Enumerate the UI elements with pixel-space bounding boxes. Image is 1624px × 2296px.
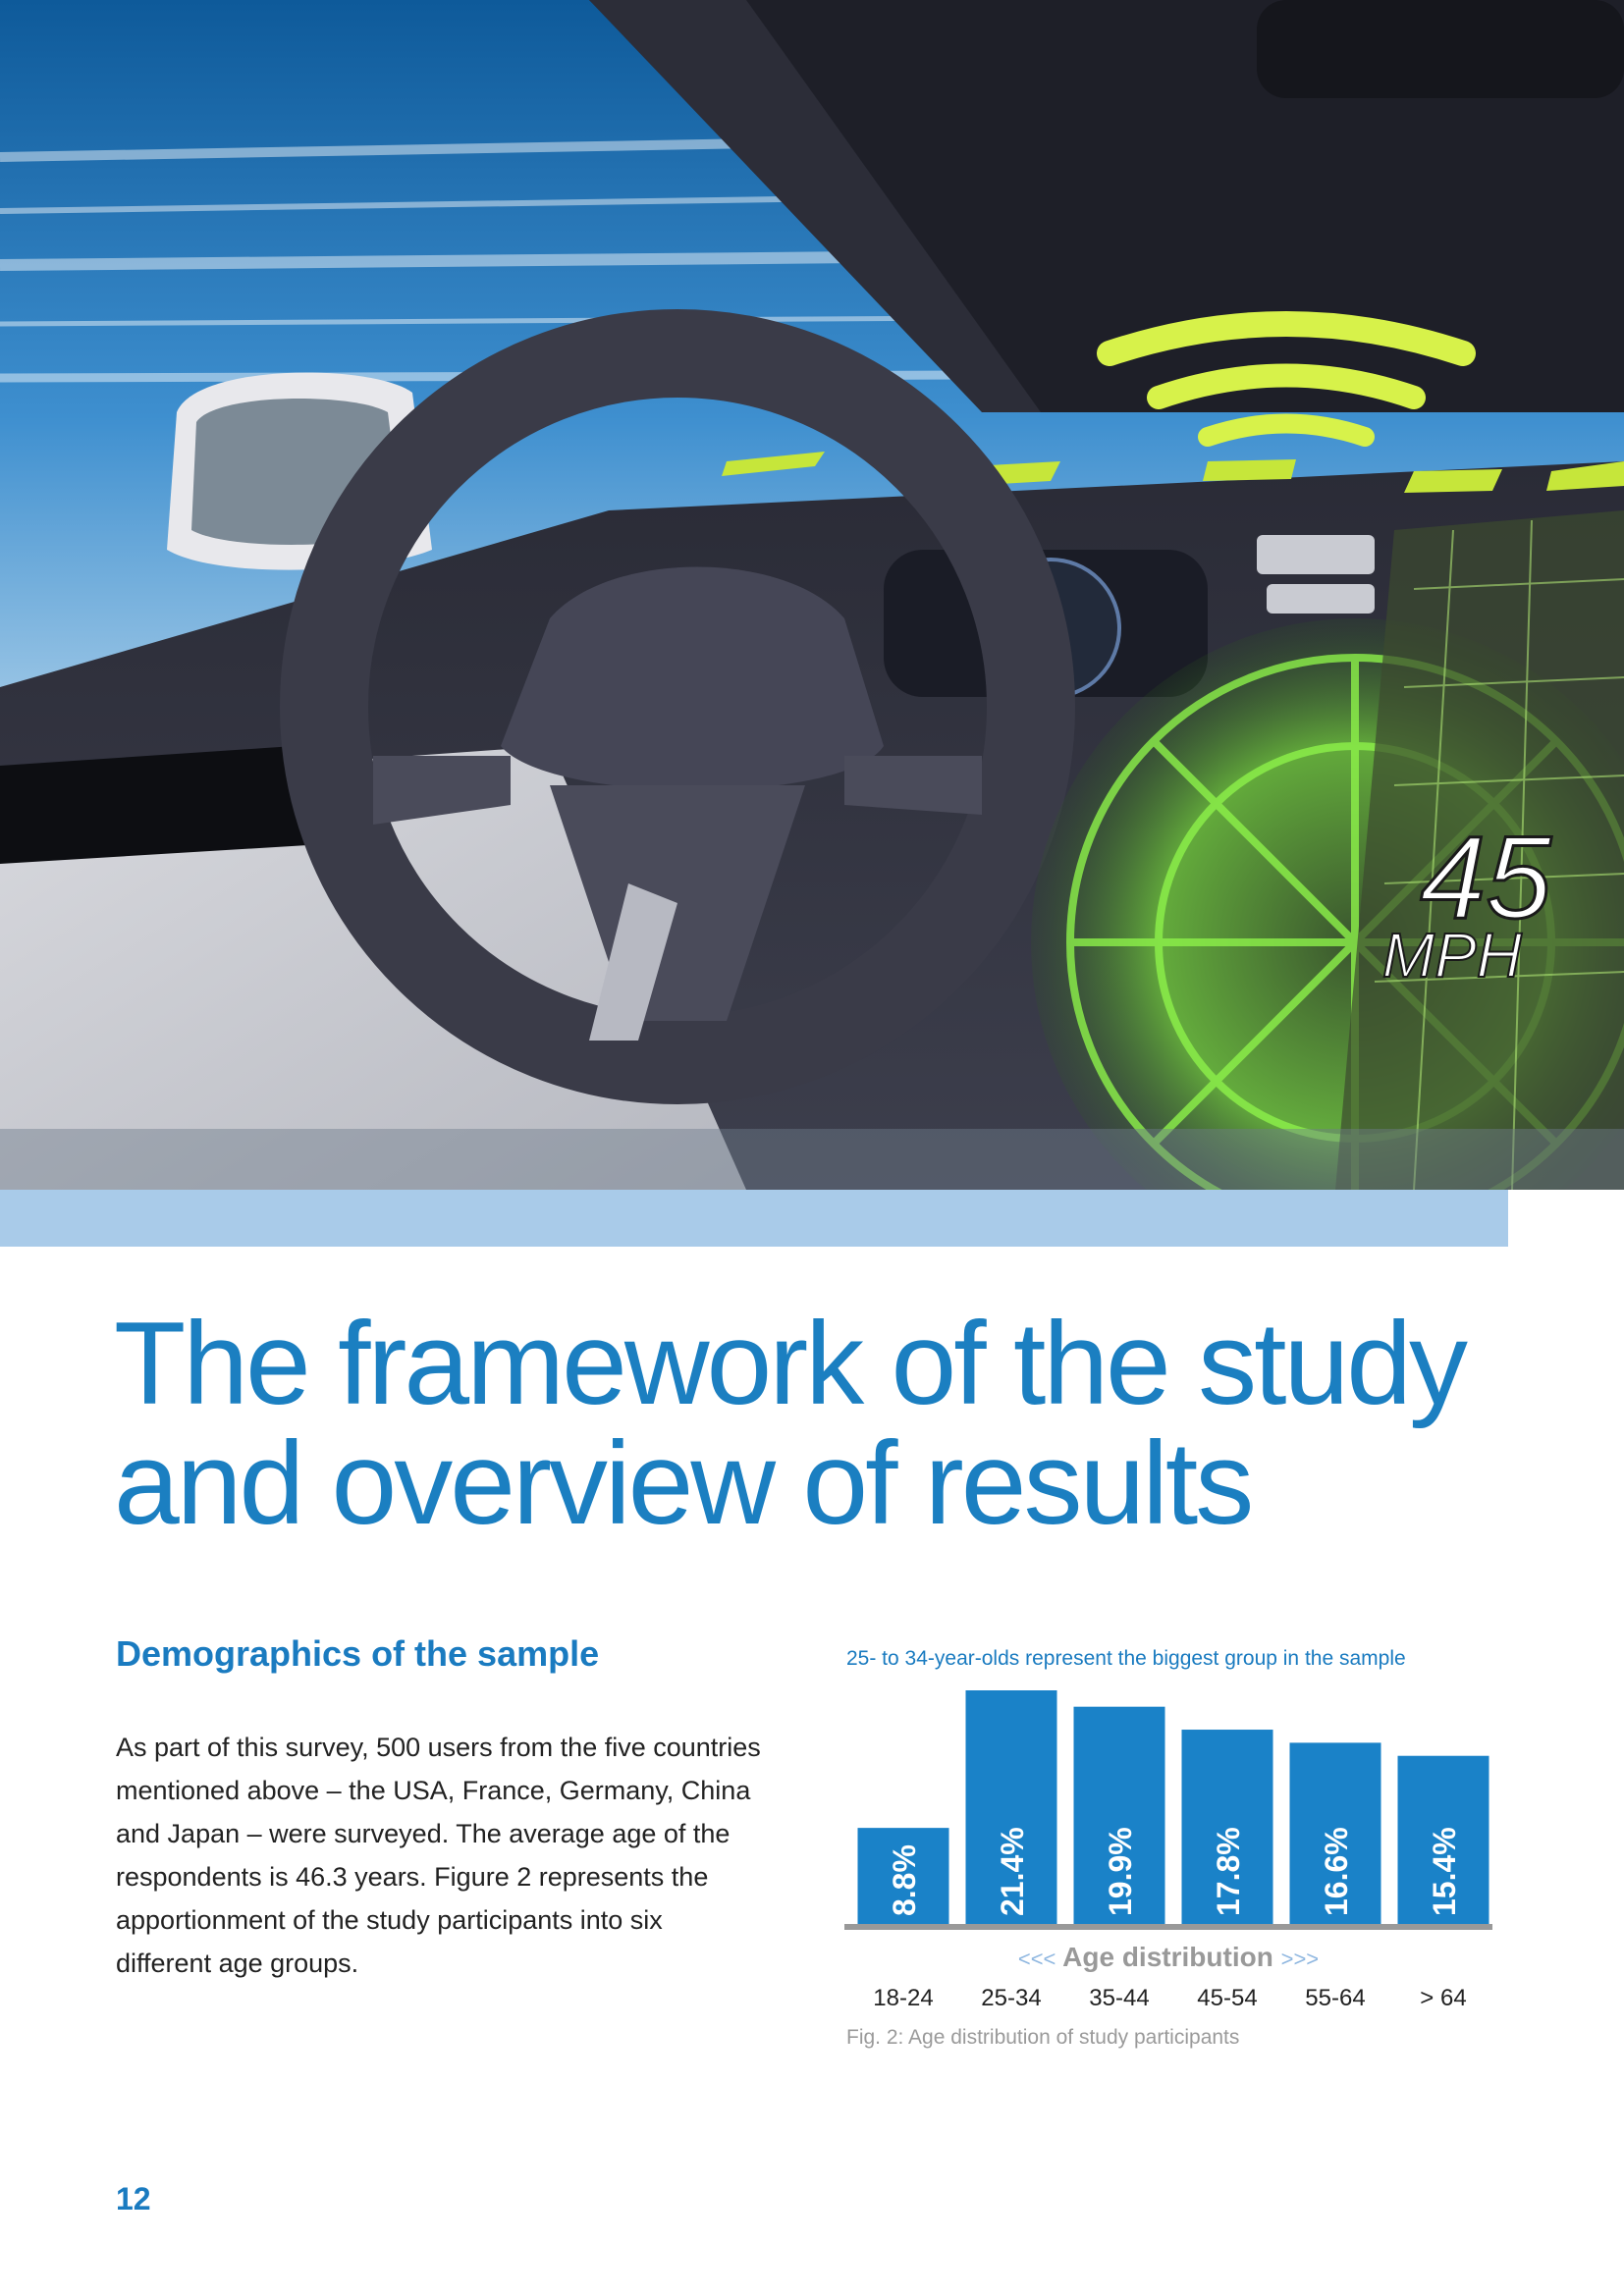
bar-value-label: 15.4% [1427,1827,1462,1916]
x-axis-label: Age distribution [1062,1942,1273,1972]
page-number: 12 [116,2181,151,2216]
bar-value-label: 17.8% [1211,1827,1246,1916]
x-tick-label: 35-44 [1089,1985,1150,2011]
section-heading: Demographics of the sample [116,1633,600,1674]
axis-arrow-right: >>> [1280,1947,1320,1971]
title-line-1: The framework of the study [114,1298,1465,1429]
page-title [114,1298,1489,1549]
speed-value: 45 [1420,812,1551,943]
x-axis-title [844,1942,1492,1973]
bar-value-label: 19.9% [1103,1827,1138,1916]
x-tick-label: 55-64 [1305,1985,1366,2011]
x-tick-label: 25-34 [981,1985,1042,2011]
hero-band [0,1190,1508,1247]
figure-caption: Fig. 2: Age distribution of study participants [846,2026,1240,2049]
chart-title: 25- to 34-year-olds represent the biggest group in the sample [846,1647,1406,1670]
bar-value-label: 16.6% [1319,1827,1354,1916]
x-tick-label: 45-54 [1197,1985,1258,2011]
title-line-2: and overview of results [114,1417,1252,1549]
body-paragraph: As part of this survey, 500 users from the five countries mentioned above – the USA, France, Germany, China and Japan – were surveyed. The average age of the respondents is 46.3 years. Figure 2 represents the apportionment of the study participants into six different age groups. [116,1733,761,1978]
bar-value-label: 8.8% [887,1844,922,1916]
axis-arrow-left: <<< [1017,1947,1056,1971]
x-tick-label: > 64 [1420,1985,1467,2011]
x-axis-tick-labels [844,1985,1492,2014]
speed-unit: MPH [1381,920,1522,990]
bar-value-label: 21.4% [995,1827,1030,1916]
x-tick-label: 18-24 [873,1985,934,2011]
